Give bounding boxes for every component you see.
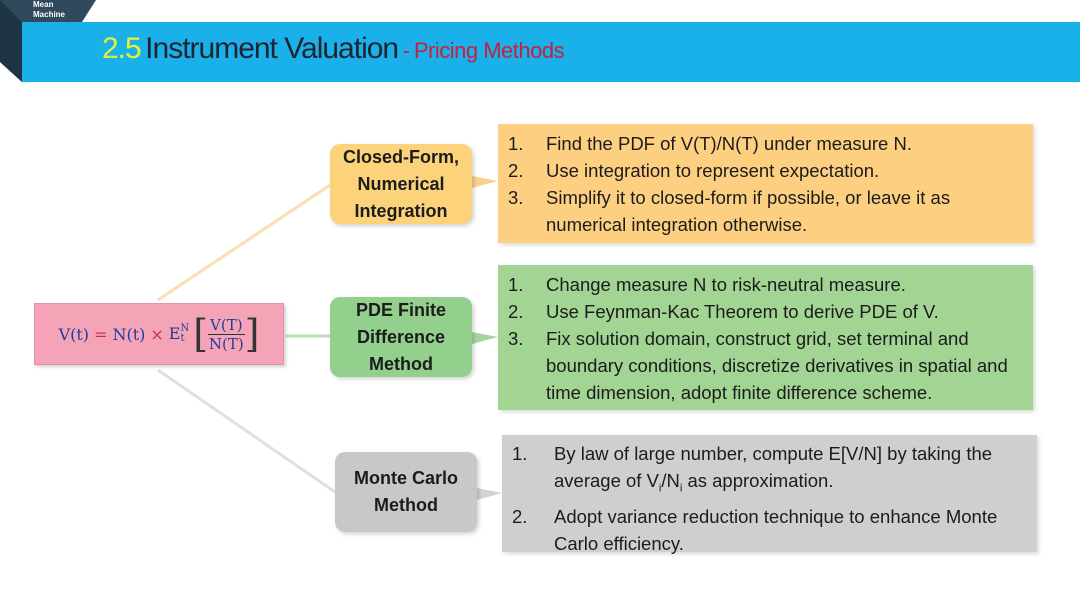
list-item: 1. Change measure N to risk-neutral measure. xyxy=(508,274,906,295)
arrow-pde xyxy=(472,332,498,344)
formula-lhs: V(t) xyxy=(58,324,90,344)
detail-pde xyxy=(498,265,1033,410)
formula-numerator: V(T) xyxy=(210,315,243,334)
arrow-closed-form xyxy=(472,176,498,188)
list-item: 3. Fix solution domain, construct grid, set terminal and boundary conditions, discretize derivatives in spatial and time dimension, adopt finite difference scheme. xyxy=(508,328,1008,403)
valuation-formula xyxy=(34,303,284,365)
logo-line-1: Mean xyxy=(33,0,54,9)
method-monte-carlo: Monte Carlo Method xyxy=(335,452,477,532)
formula-denominator: N(T) xyxy=(208,334,244,353)
title-number: 2.5 xyxy=(102,32,141,65)
formula-expectation: E N t xyxy=(168,323,190,345)
list-item: 1. Find the PDF of V(T)/N(T) under measure N. xyxy=(508,133,912,154)
formula-fraction: [ $\frac{V(T)}{N(T)}$ ] xyxy=(193,312,260,356)
formula-times: × xyxy=(150,324,164,344)
title-main: Instrument Valuation xyxy=(145,32,399,65)
list-item: 1. By law of large number, compute E[V/N] by taking the average of $V_i/N_i$ as approximation. xyxy=(512,443,993,495)
list-item: 2. Use Feynman-Kac Theorem to derive PDE of V. xyxy=(508,301,939,322)
connector-closed-form xyxy=(158,185,330,300)
detail-closed-form xyxy=(498,124,1033,243)
logo-line-2: Machine xyxy=(33,10,66,19)
formula-numeraire: N(t) xyxy=(112,324,146,344)
method-pde-finite-difference: PDE Finite Difference Method xyxy=(330,297,472,377)
title-sub: Pricing Methods xyxy=(413,38,565,63)
connector-monte-carlo xyxy=(158,370,335,492)
detail-monte-carlo xyxy=(502,435,1037,552)
list-item: 3. Simplify it to closed-form if possible, or leave it as numerical integration otherwise. xyxy=(508,187,951,235)
title-separator: - xyxy=(402,38,410,63)
method-closed-form: Closed-Form, Numerical Integration xyxy=(330,144,472,224)
list-item: 2. Adopt variance reduction technique to enhance Monte Carlo efficiency. xyxy=(512,505,998,554)
arrow-monte-carlo xyxy=(477,488,502,500)
formula-equals: = xyxy=(94,324,108,344)
list-item: 2. Use integration to represent expectation. xyxy=(508,160,880,181)
